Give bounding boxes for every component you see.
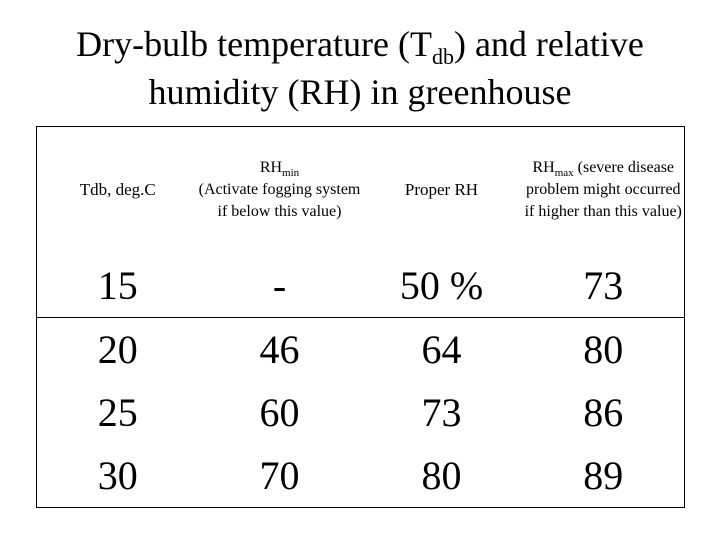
header-tdb-label: Tdb, deg.C — [79, 180, 156, 199]
slide-title — [0, 20, 720, 116]
header-proper-rh — [361, 127, 523, 254]
cell-tdb: 30 — [97, 452, 138, 498]
cell-tdb: 20 — [97, 326, 138, 372]
title-line-2: humidity (RH) in greenhouse — [148, 72, 572, 112]
header-rhmax-main: RH — [532, 159, 555, 176]
header-tdb — [37, 127, 199, 254]
cell-rhmin: 46 — [259, 326, 300, 372]
cell-proper-rh: 50 % — [361, 253, 523, 318]
table-row — [37, 318, 685, 382]
title-subscript: db — [431, 44, 454, 69]
cell-tdb: 25 — [97, 389, 138, 435]
rh-table — [36, 126, 685, 508]
title-line-1 — [0, 20, 720, 68]
header-rhmin-sub: min — [282, 167, 300, 179]
title-text-a: Dry-bulb temperature (T — [76, 24, 432, 64]
cell-proper-rh: 73 — [421, 389, 462, 435]
title-text-b: ) and relative — [453, 24, 644, 64]
cell-rhmin: - — [199, 253, 361, 318]
cell-rhmin: 70 — [259, 452, 300, 498]
cell-tdb: 15 — [37, 253, 199, 318]
cell-rhmax: 80 — [583, 326, 624, 372]
table-header-row — [37, 127, 685, 254]
header-rhmax-note: (severe disease problem might occurred if higher than this value) — [524, 159, 682, 220]
header-rhmin — [199, 127, 361, 254]
header-rhmax — [523, 127, 685, 254]
cell-rhmax: 89 — [583, 452, 624, 498]
table-row — [37, 381, 685, 444]
cell-proper-rh: 80 — [421, 452, 462, 498]
cell-rhmax: 86 — [583, 389, 624, 435]
header-rhmax-sub: max — [554, 167, 574, 179]
cell-rhmax: 73 — [523, 253, 685, 318]
cell-rhmin: 60 — [259, 389, 300, 435]
table-row — [37, 253, 685, 318]
cell-proper-rh: 64 — [421, 326, 462, 372]
header-rhmin-main: RH — [259, 159, 283, 176]
header-rhmin-note: (Activate fogging system if below this value) — [198, 181, 361, 220]
header-proper-rh-label: Proper RH — [404, 180, 479, 199]
table-row — [37, 444, 685, 508]
